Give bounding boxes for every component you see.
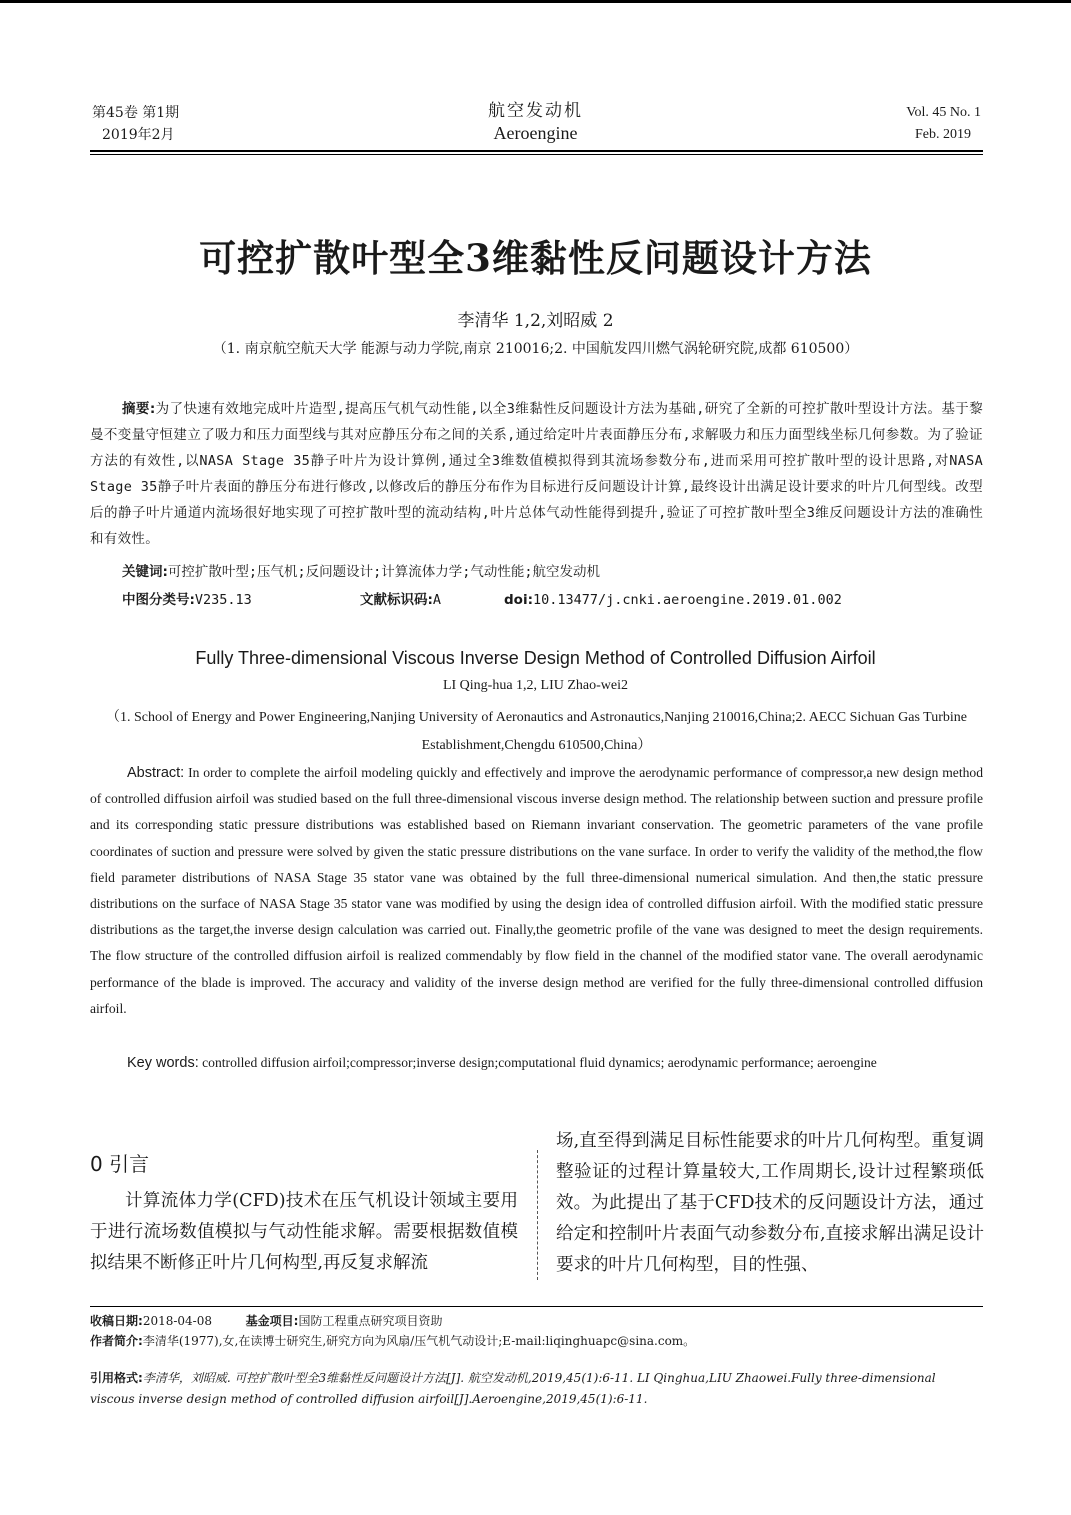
header-rule-thin [90,154,983,155]
abstract-en-label: Abstract: [127,765,185,781]
fund-text: 国防工程重点研究项目资助 [298,1314,443,1328]
doi-label: doi: [504,592,533,608]
classification-line [122,588,982,608]
author-info-label: 作者简介: [90,1334,143,1348]
footnote-rule [90,1306,983,1307]
footnote-received [90,1311,983,1331]
paper-title-en: Fully Three-dimensional Viscous Inverse Design Method of Controlled Diffusion Airfoil [195,648,876,668]
journal-name-cn: 航空发动机 [488,101,583,121]
received-date: 2018-04-08 [142,1314,212,1328]
citation [90,1368,983,1410]
journal-name-en: Aeroengine [493,123,578,143]
body-paragraph-right: 场,直至得到满足目标性能要求的叶片几何构型。重复调整验证的过程计算量较大,工作周期长,设计过程繁琐低效。为此提出了基于CFD技术的反问题设计方法，通过给定和控制叶片表面气动参数分布,直接求解出满足设计要求的叶片几何构型，目的性强、 [556,1131,984,1275]
keywords-cn [122,560,600,580]
body-paragraph-left: 计算流体力学(CFD)技术在压气机设计领域主要用于进行流场数值模拟与气动性能求解。需要根据数值模拟结果不断修正叶片几何构型,再反复求解流 [90,1191,518,1273]
volume-issue-cn: 第45卷 第1期 [92,105,180,121]
paper-title-cn: 可控扩散叶型全3维黏性反问题设计方法 [199,236,872,280]
date-en: Feb. 2019 [915,127,971,142]
abstract-cn [90,396,983,552]
authors-cn: 李清华 1,2,刘昭威 2 [457,311,614,331]
abstract-cn-text: 为了快速有效地完成叶片造型,提高压气机气动性能,以全3维黏性反问题设计方法为基础,研究了全新的可控扩散叶型设计方法。基于黎曼不变量守恒建立了吸力和压力面型线与其对应静压分布之间的关系,通过给定叶片表面静压分布,求解吸力和压力面型线坐标几何参数。为了验证方法的有效性,以NASA Stage 35静子叶片为设计算例,通过全3维数值模拟得到其流场参数分布,进而采用可控扩散叶型的设计思路,对NASA Stage 35静子叶片表面的静压分布进行修改,以修改后的静压分布作为目标进行反问题设计计算,最终设计出满足设计要求的叶片几何型线。改型后的静子叶片通道内流场很好地实现了可控扩散叶型的流动结构,叶片总体气动性能得到提升,验证了可控扩散叶型全3维反问题设计方法的准确性和有效性。 [90,401,983,547]
fund-label: 基金项目: [245,1314,299,1328]
volume-issue-en: Vol. 45 No. 1 [906,105,981,120]
received-label: 收稿日期: [90,1314,143,1328]
doc-code-label: 文献标识码: [360,592,433,608]
body-column-left [90,1186,518,1279]
affiliations-en: （1. School of Energy and Power Engineering,Nanjing University of Aeronautics and Astronautics,Nanjing 210016,China;2. AECC Sichuan Gas Turbine Establishment,Chengdu 610500,China） [105,710,968,753]
authors-en: LI Qing-hua 1,2, LIU Zhao-wei2 [442,678,629,693]
clc-code: V235.13 [194,592,252,608]
date-cn: 2019年2月 [102,127,175,143]
keywords-en-label: Key words: [127,1055,199,1071]
section-heading: 0 引言 [90,1152,150,1176]
header-rule [90,150,983,152]
keywords-en [90,1050,983,1076]
header-right [906,102,981,146]
top-border [0,0,1071,3]
keywords-cn-label: 关键词: [122,564,168,580]
keywords-en-text: controlled diffusion airfoil;compressor;inverse design;computational fluid dynamics; aerodynamic performance; aeroengine [202,1055,877,1070]
citation-text: 李清华，刘昭威. 可控扩散叶型全3维黏性反问题设计方法[J]. 航空发动机,2019,45(1):6-11. LI Qinghua,LIU Zhaowei.Fully three-dimensional viscous inverse design method of controlled diffusion airfoil[J].Aeroengine,2019,45(1):6-11. [90,1371,936,1406]
abstract-en-text: In order to complete the airfoil modeling quickly and effectively and improve the aerodynamic performance of compressor,a new design method of controlled diffusion airfoil was studied based on the full three-dimensional viscous inverse design method. The relationship between suction and pressure profile and its corresponding static pressure distributions was established based on Riemann invariant conservation. The geometric parameters of the vane profile coordinates of suction and pressure were solved by given the static pressure distributions on the vane surface. In order to verify the validity of the method,the flow field parameter distributions of NASA Stage 35 stator vane was obtained by the full three-dimensional numerical simulation. And then,the static pressure distributions on the surface of NASA Stage 35 stator vane was modified by using the design idea of controlled diffusion airfoil. With the modified static pressure distributions as the target,the inverse design calculation was carried out. Finally,the geometric profile of the vane was designed to meet the design requirements. The flow structure of the controlled diffusion airfoil is realized commendably by flow field in the channel of the modified stator vane. The overall aerodynamic performance of the blade is improved. The accuracy and validity of the inverse design method are verified for the fully three-dimensional controlled diffusion airfoil. [90,765,983,1016]
doc-code: A [432,592,442,608]
clc-label: 中图分类号: [122,592,195,608]
doi-value: 10.13477/j.cnki.aeroengine.2019.01.002 [532,592,842,608]
keywords-cn-text: 可控扩散叶型;压气机;反问题设计;计算流体力学;气动性能;航空发动机 [167,564,601,580]
column-divider [537,1150,538,1280]
footnote-author [90,1331,983,1351]
body-column-right [556,1126,984,1281]
affiliations-cn: （1. 南京航空航天大学 能源与动力学院,南京 210016;2. 中国航发四川燃气涡轮研究院,成都 610500） [212,341,859,357]
citation-label: 引用格式: [90,1371,143,1385]
abstract-en [90,760,983,1022]
abstract-cn-label: 摘要: [122,401,156,417]
author-info-text: 李清华(1977),女,在读博士研究生,研究方向为风扇/压气机气动设计;E-mail:liqinghuapc@sina.com。 [142,1334,696,1348]
